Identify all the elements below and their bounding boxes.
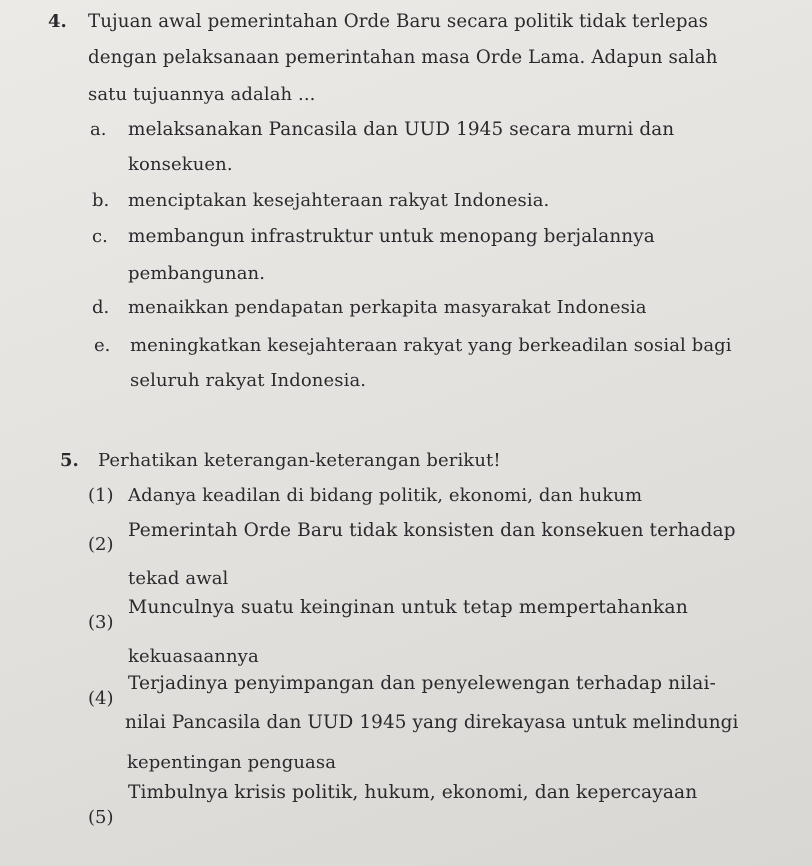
statement-number: (2) (88, 534, 114, 555)
statement-number: (5) (88, 807, 114, 828)
statement-text: Pemerintah Orde Baru tidak konsisten dan konsekuen terhadap (128, 520, 736, 541)
question-stem-line: dengan pelaksanaan pemerintahan masa Orde Lama. Adapun salah (88, 47, 718, 68)
statement-text: Terjadinya penyimpangan dan penyelewengan terhadap nilai- (128, 673, 716, 694)
statement-number: (4) (88, 688, 114, 709)
option-letter: b. (92, 190, 110, 211)
option-letter: e. (94, 335, 111, 356)
option-text: seluruh rakyat Indonesia. (130, 370, 367, 391)
option-text: menciptakan kesejahteraan rakyat Indonesia. (128, 190, 550, 211)
option-text: konsekuen. (128, 154, 233, 175)
option-text: pembangunan. (128, 263, 266, 284)
statement-text: nilai Pancasila dan UUD 1945 yang direkayasa untuk melindungi (125, 712, 739, 733)
statement-text: kekuasaannya (128, 646, 259, 667)
question-stem-line: satu tujuannya adalah ... (88, 84, 316, 105)
question-number: 4. (48, 11, 67, 32)
option-letter: d. (92, 297, 110, 318)
option-text: membangun infrastruktur untuk menopang berjalannya (128, 226, 655, 247)
statement-number: (1) (88, 485, 114, 506)
question-number: 5. (60, 450, 79, 471)
question-stem: Perhatikan keterangan-keterangan berikut! (98, 450, 501, 471)
option-text: meningkatkan kesejahteraan rakyat yang berkeadilan sosial bagi (130, 335, 732, 356)
option-text: melaksanakan Pancasila dan UUD 1945 secara murni dan (128, 119, 675, 140)
option-letter: c. (92, 226, 108, 247)
statement-text: Timbulnya krisis politik, hukum, ekonomi, dan kepercayaan (128, 782, 698, 803)
statement-text: kepentingan penguasa (127, 752, 337, 773)
statement-text: tekad awal (128, 568, 229, 589)
statement-text: Munculnya suatu keinginan untuk tetap mempertahankan (128, 597, 688, 618)
option-letter: a. (90, 119, 107, 140)
question-stem-line: Tujuan awal pemerintahan Orde Baru secara politik tidak terlepas (88, 11, 708, 32)
statement-number: (3) (88, 612, 114, 633)
statement-text: Adanya keadilan di bidang politik, ekonomi, dan hukum (128, 485, 643, 506)
option-text: menaikkan pendapatan perkapita masyarakat Indonesia (128, 297, 647, 318)
